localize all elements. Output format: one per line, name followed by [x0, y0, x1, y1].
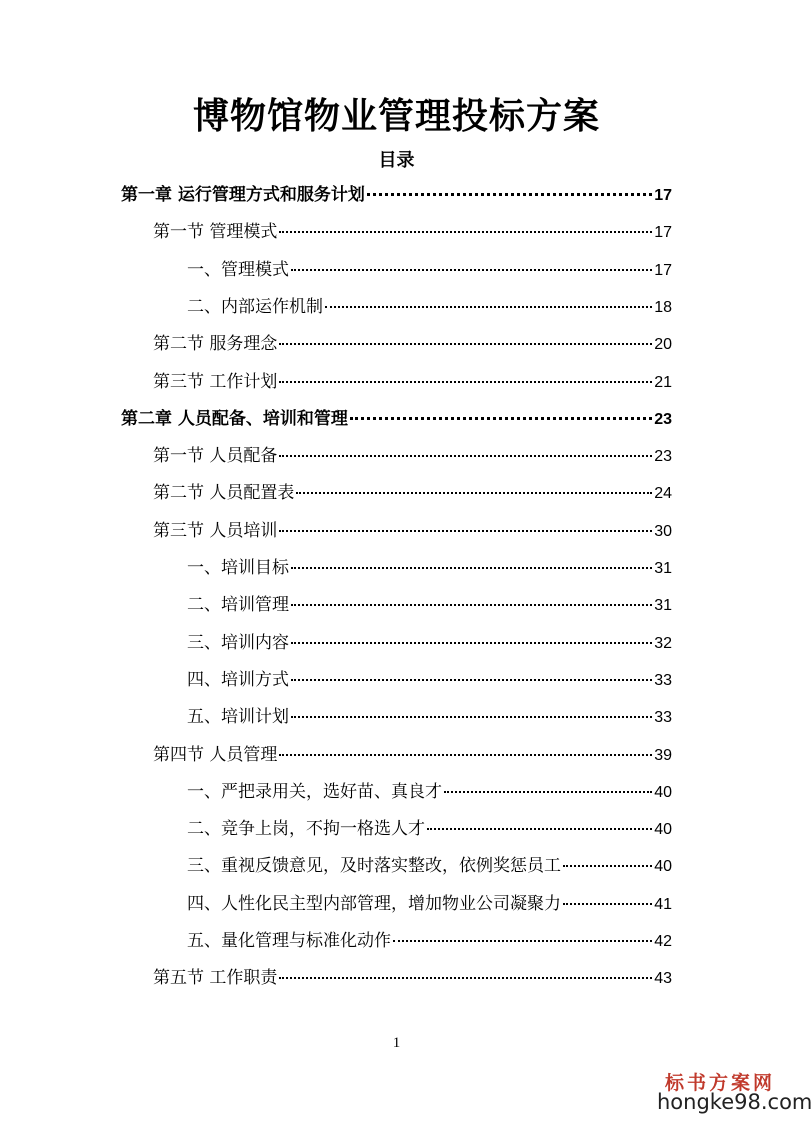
document-title: 博物馆物业管理投标方案: [192, 96, 600, 137]
toc-leader-dots: [279, 343, 652, 345]
toc-subsection-entry[interactable]: [187, 926, 672, 956]
toc-entry-page: 40: [654, 784, 672, 801]
toc-leader-dots: [393, 940, 652, 942]
toc-entry-label: 第三节 工作计划: [153, 372, 278, 392]
toc-entry-page: 43: [654, 970, 672, 987]
toc-leader-dots: [296, 492, 652, 494]
toc-entry-page: 40: [654, 858, 672, 875]
toc-entry-page: 32: [654, 635, 672, 652]
toc-leader-dots: [427, 828, 652, 830]
toc-entry-label: 第二章 人员配备、培训和管理: [121, 409, 348, 429]
toc-section-entry[interactable]: [153, 441, 672, 471]
toc-leader-dots: [563, 865, 652, 867]
toc-entry-label: 第一节 人员配备: [153, 446, 278, 466]
toc-subsection-entry[interactable]: [187, 628, 672, 658]
toc-entry-page: 39: [654, 747, 672, 764]
toc-entry-label: 四、人性化民主型内部管理，增加物业公司凝聚力: [187, 894, 561, 914]
toc-leader-dots: [291, 642, 652, 644]
toc-entry-label: 五、量化管理与标准化动作: [187, 931, 391, 951]
toc-entry-label: 三、培训内容: [187, 633, 289, 653]
watermark-url: hongke98.com: [657, 1090, 812, 1114]
toc-entry-label: 一、管理模式: [187, 260, 289, 280]
toc-entry-label: 一、培训目标: [187, 558, 289, 578]
toc-entry-page: 20: [654, 336, 672, 353]
toc-leader-dots: [279, 381, 652, 383]
toc-entry-label: 第一章 运行管理方式和服务计划: [121, 185, 365, 205]
toc-entry-page: 30: [654, 523, 672, 540]
watermark-brand: 标书方案网: [665, 1072, 776, 1094]
toc-entry-page: 23: [654, 448, 672, 465]
toc-entry-label: 第二节 人员配置表: [153, 483, 295, 503]
toc-entry-label: 二、竞争上岗，不拘一格选人才: [187, 819, 425, 839]
toc-subsection-entry[interactable]: [187, 814, 672, 844]
toc-leader-dots: [350, 417, 652, 420]
toc-section-entry[interactable]: [153, 516, 672, 546]
toc-entry-page: 24: [654, 485, 672, 502]
toc-entry-label: 第一节 管理模式: [153, 222, 278, 242]
toc-entry-label: 四、培训方式: [187, 670, 289, 690]
toc-leader-dots: [291, 716, 652, 718]
toc-subsection-entry[interactable]: [187, 702, 672, 732]
toc-entry-label: 第四节 人员管理: [153, 745, 278, 765]
toc-leader-dots: [563, 903, 652, 905]
toc-entry-label: 二、内部运作机制: [187, 297, 323, 317]
toc-section-entry[interactable]: [153, 329, 672, 359]
toc-entry-page: 33: [654, 672, 672, 689]
toc-entry-page: 18: [654, 299, 672, 316]
toc-leader-dots: [291, 269, 652, 271]
toc-entry-page: 40: [654, 821, 672, 838]
toc-entry-page: 41: [654, 896, 672, 913]
toc-leader-dots: [291, 679, 652, 681]
toc-entry-page: 31: [654, 560, 672, 577]
toc-subsection-entry[interactable]: [187, 665, 672, 695]
toc-entry-label: 三、重视反馈意见，及时落实整改，依例奖惩员工: [187, 856, 561, 876]
toc-entry-page: 17: [654, 224, 672, 241]
toc-leader-dots: [279, 231, 652, 233]
toc-subsection-entry[interactable]: [187, 777, 672, 807]
toc-subsection-entry[interactable]: [187, 292, 672, 322]
toc-subsection-entry[interactable]: [187, 553, 672, 583]
toc-section-entry[interactable]: [153, 740, 672, 770]
toc-chapter-entry[interactable]: [121, 180, 672, 210]
toc-entry-label: 二、培训管理: [187, 595, 289, 615]
toc-leader-dots: [279, 530, 652, 532]
toc-leader-dots: [367, 193, 652, 196]
toc-leader-dots: [279, 977, 652, 979]
toc-entry-page: 42: [654, 933, 672, 950]
toc-section-entry[interactable]: [153, 963, 672, 993]
toc-entry-label: 第三节 人员培训: [153, 521, 278, 541]
toc-entry-label: 一、严把录用关，选好苗、真良才: [187, 782, 442, 802]
toc-subsection-entry[interactable]: [187, 851, 672, 881]
toc-entry-label: 五、培训计划: [187, 707, 289, 727]
toc-entry-page: 21: [654, 374, 672, 391]
toc-subsection-entry[interactable]: [187, 889, 672, 919]
toc-entry-label: 第二节 服务理念: [153, 334, 278, 354]
toc-leader-dots: [291, 567, 652, 569]
toc-leader-dots: [279, 754, 652, 756]
toc-leader-dots: [291, 604, 652, 606]
toc-subsection-entry[interactable]: [187, 255, 672, 285]
toc-chapter-entry[interactable]: [121, 404, 672, 434]
toc-section-entry[interactable]: [153, 367, 672, 397]
toc-entry-page: 31: [654, 597, 672, 614]
toc-section-entry[interactable]: [153, 217, 672, 247]
toc-entry-page: 17: [654, 262, 672, 279]
toc-entry-page: 17: [654, 187, 672, 204]
page-number: 1: [392, 1035, 401, 1051]
toc-leader-dots: [279, 455, 652, 457]
toc-subsection-entry[interactable]: [187, 590, 672, 620]
toc-section-entry[interactable]: [153, 478, 672, 508]
toc-entry-label: 第五节 工作职责: [153, 968, 278, 988]
toc-entry-page: 23: [654, 411, 672, 428]
toc-heading: 目录: [378, 150, 415, 171]
toc-entry-page: 33: [654, 709, 672, 726]
toc-leader-dots: [325, 306, 652, 308]
toc-leader-dots: [444, 791, 652, 793]
